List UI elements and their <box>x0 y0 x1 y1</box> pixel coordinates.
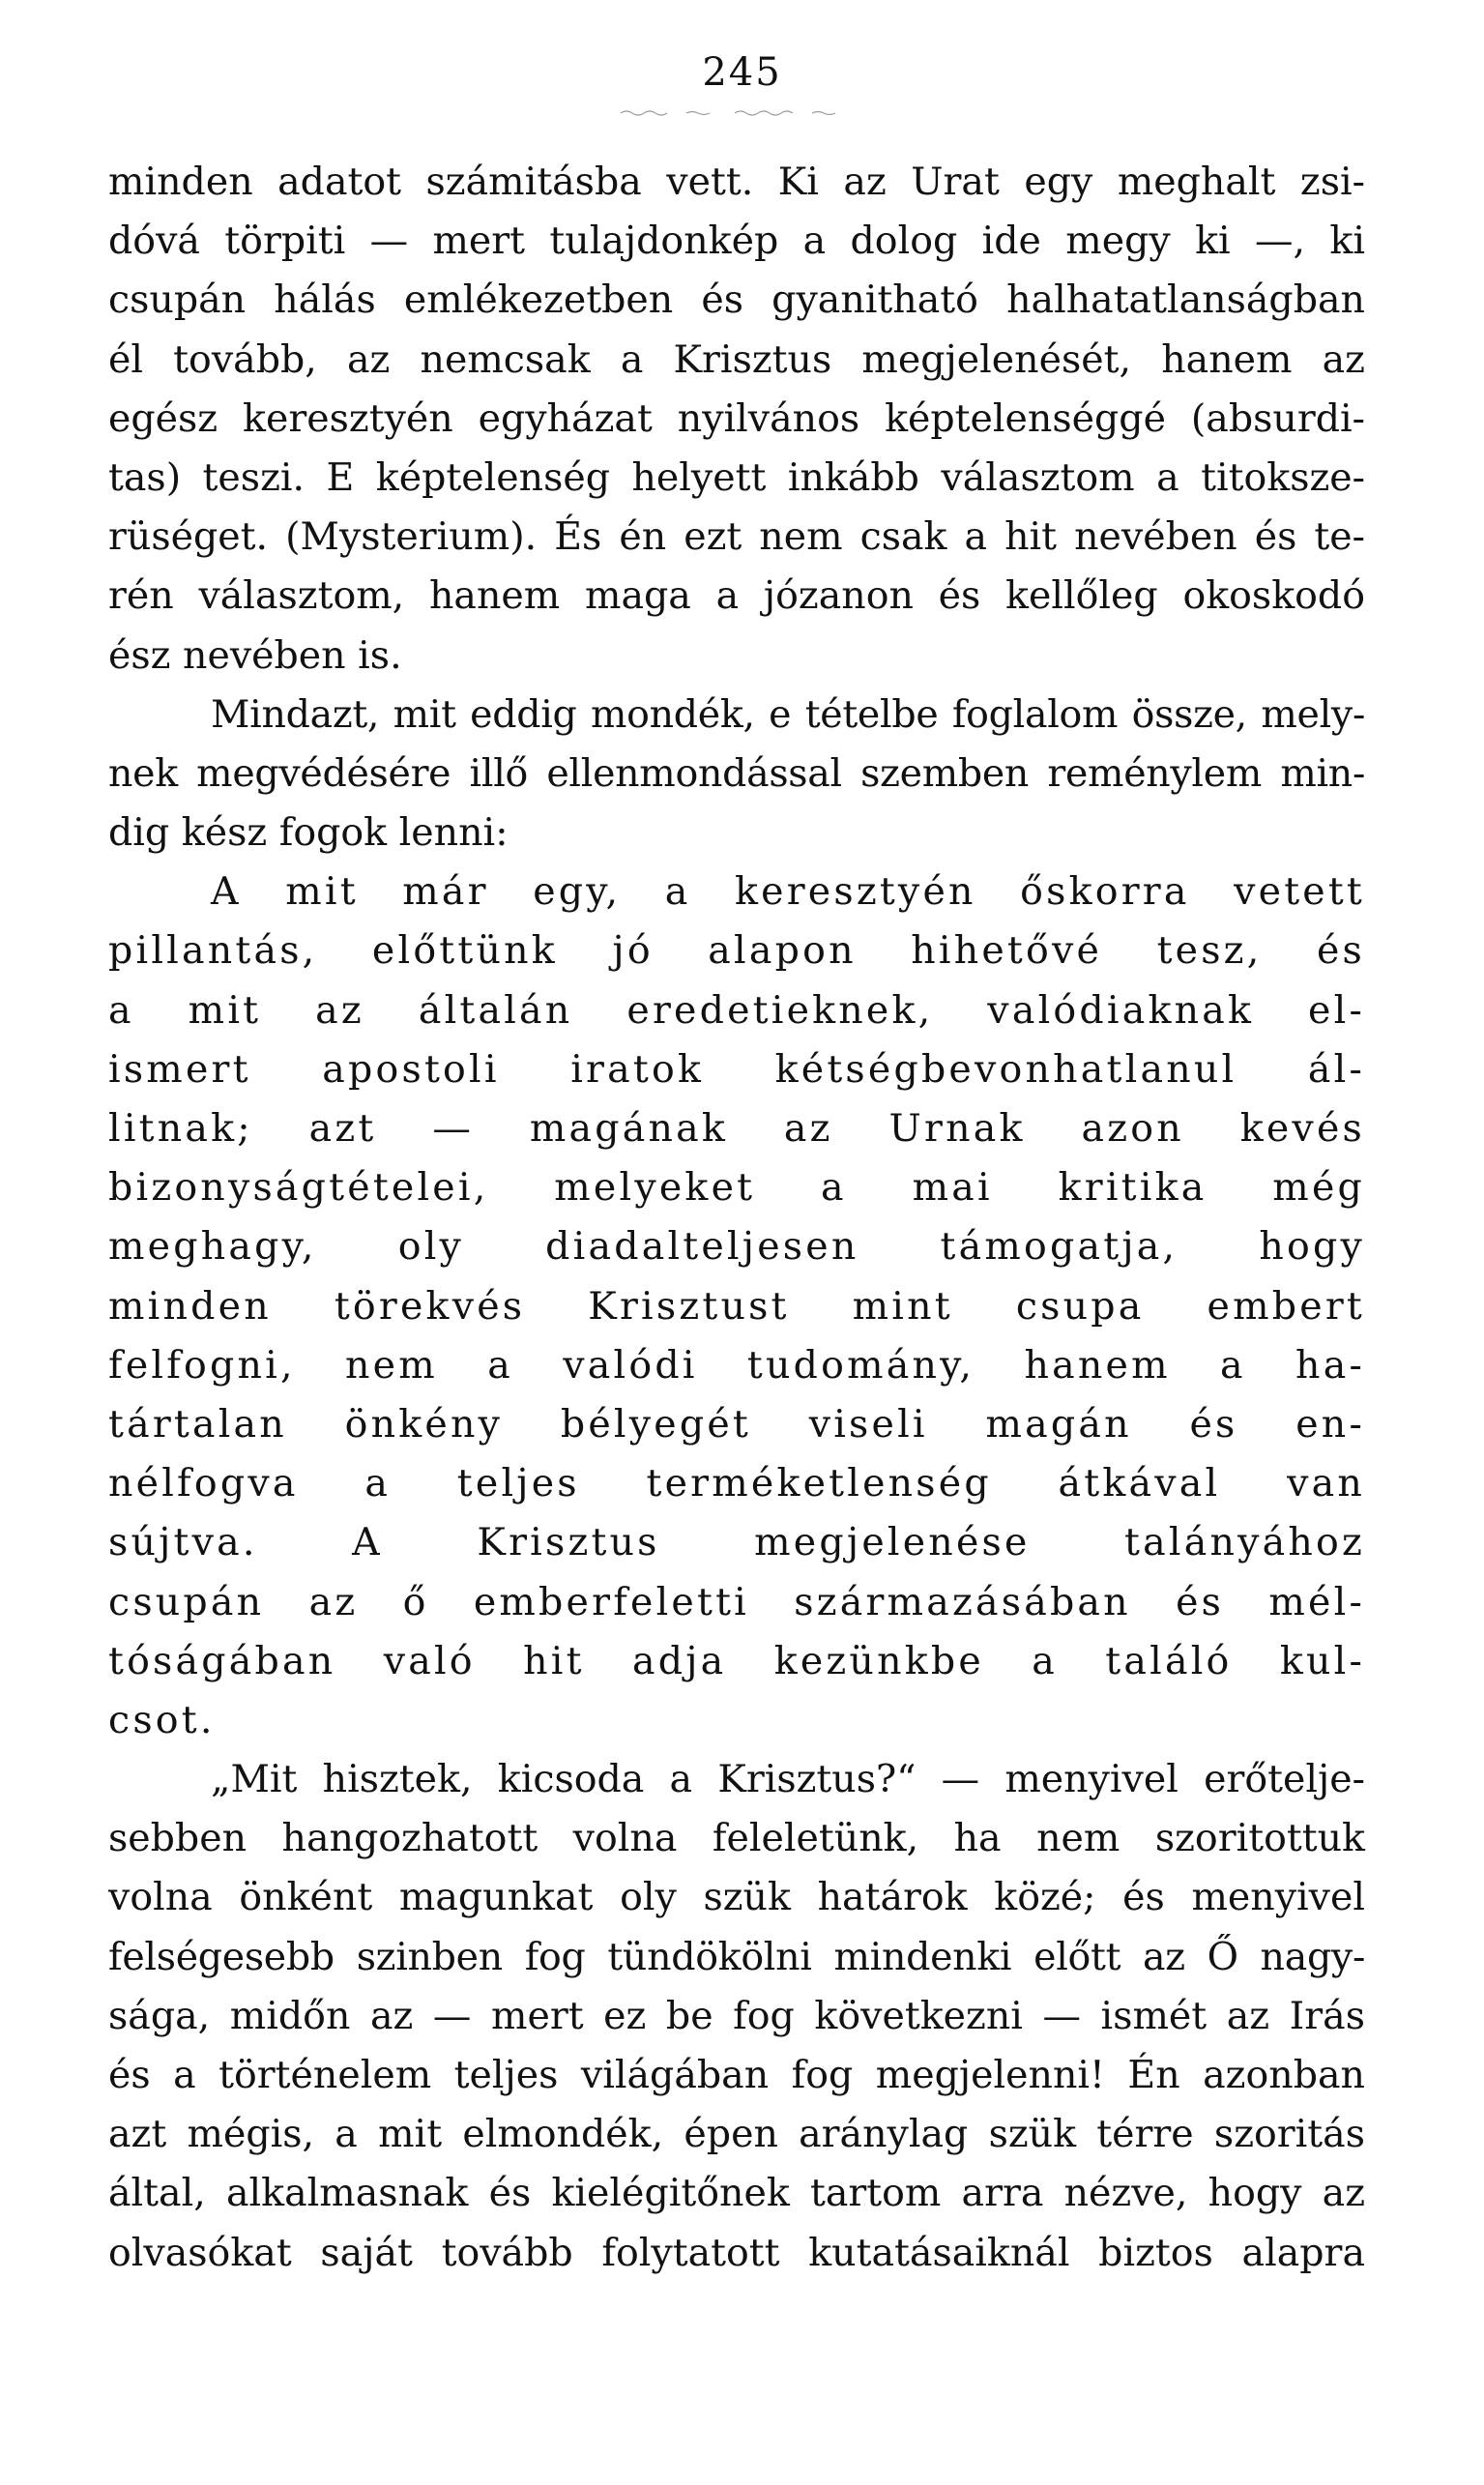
thesis-line: tártalan önkény bélyegét viseli magán és en- <box>108 1401 1365 1447</box>
text-line: volna önként magunkat oly szük határok közé; és menyivel <box>108 1875 1365 1920</box>
text-line: azt mégis, a mit elmondék, épen aránylag szük térre szoritás <box>108 2112 1365 2157</box>
thesis-line: a mit az általán eredetieknek, valódiaknak el- <box>108 987 1365 1033</box>
thesis-line: tóságában való hit adja kezünkbe a találó kul- <box>108 1638 1365 1683</box>
text-line: egész keresztyén egyházat nyilvános képtelenséggé (absurdi- <box>108 395 1365 441</box>
text-line: dig kész fogok lenni: <box>108 810 509 856</box>
text-line: sebben hangozhatott volna feleletünk, ha nem szoritottuk <box>108 1816 1365 1861</box>
text-line: rén választom, hanem maga a józanon és kellőleg okoskodó <box>108 573 1365 619</box>
page-number: 245 <box>702 50 782 95</box>
thesis-line: csot. <box>108 1697 216 1742</box>
body-text <box>108 153 1365 2283</box>
text-line: olvasókat saját tovább folytatott kutatásaiknál biztos alapra <box>108 2230 1365 2275</box>
text-line: tas) teszi. E képtelenség helyett inkább választom a titoksze- <box>108 454 1365 500</box>
thesis-line: felfogni, nem a valódi tudomány, hanem a ha- <box>108 1342 1365 1388</box>
thesis-line: A mit már egy, a keresztyén őskorra vetett <box>211 869 1365 915</box>
text-line: minden adatot számitásba vett. Ki az Urat egy meghalt zsi- <box>108 160 1365 204</box>
decorative-squiggle <box>619 108 841 116</box>
thesis-line: minden törekvés Krisztust mint csupa embert <box>108 1283 1365 1329</box>
thesis-line: csupán az ő emberfeletti származásában és mél- <box>108 1579 1365 1624</box>
paragraph-start: Mindazt, mit eddig mondék, e tételbe foglalom össze, mely- <box>211 691 1365 737</box>
thesis-line: litnak; azt — magának az Urnak azon kevés <box>108 1106 1365 1151</box>
text-line: dóvá törpiti — mert tulajdonkép a dolog ide megy ki —, ki <box>108 219 1365 264</box>
text-line: nek megvédésére illő ellenmondással szemben reménylem min- <box>108 750 1365 796</box>
thesis-line: ismert apostoli iratok kétségbevonhatlanul ál- <box>108 1046 1365 1092</box>
paragraph-start: „Mit hisztek, kicsoda a Krisztus?“ — menyivel erőtelje- <box>211 1757 1365 1802</box>
text-line: ész nevében is. <box>108 632 402 678</box>
text-line: csupán hálás emlékezetben és gyanitható halhatatlanságban <box>108 278 1365 323</box>
thesis-line: bizonyságtételei, melyeket a mai kritika még <box>108 1165 1365 1211</box>
thesis-line: sújtva. A Krisztus megjelenése talányához <box>108 1520 1365 1565</box>
text-line: felségesebb szinben fog tündökölni mindenki előtt az Ő nagy- <box>108 1934 1365 1979</box>
text-line: rüséget. (Mysterium). És én ezt nem csak a hit nevében és te- <box>108 514 1365 560</box>
thesis-line: pillantás, előttünk jó alapon hihetővé tesz, és <box>108 928 1365 974</box>
thesis-line: nélfogva a teljes terméketlenség átkával van <box>108 1461 1365 1506</box>
thesis-line: meghagy, oly diadalteljesen támogatja, hogy <box>108 1224 1365 1270</box>
text-line: által, alkalmasnak és kielégitőnek tartom arra nézve, hogy az <box>108 2171 1365 2216</box>
text-line: és a történelem teljes világában fog megjelenni! Én azonban <box>108 2053 1365 2097</box>
text-line: sága, midőn az — mert ez be fog következni — ismét az Irás <box>108 1993 1365 2038</box>
text-line: él tovább, az nemcsak a Krisztus megjelenését, hanem az <box>108 336 1365 382</box>
